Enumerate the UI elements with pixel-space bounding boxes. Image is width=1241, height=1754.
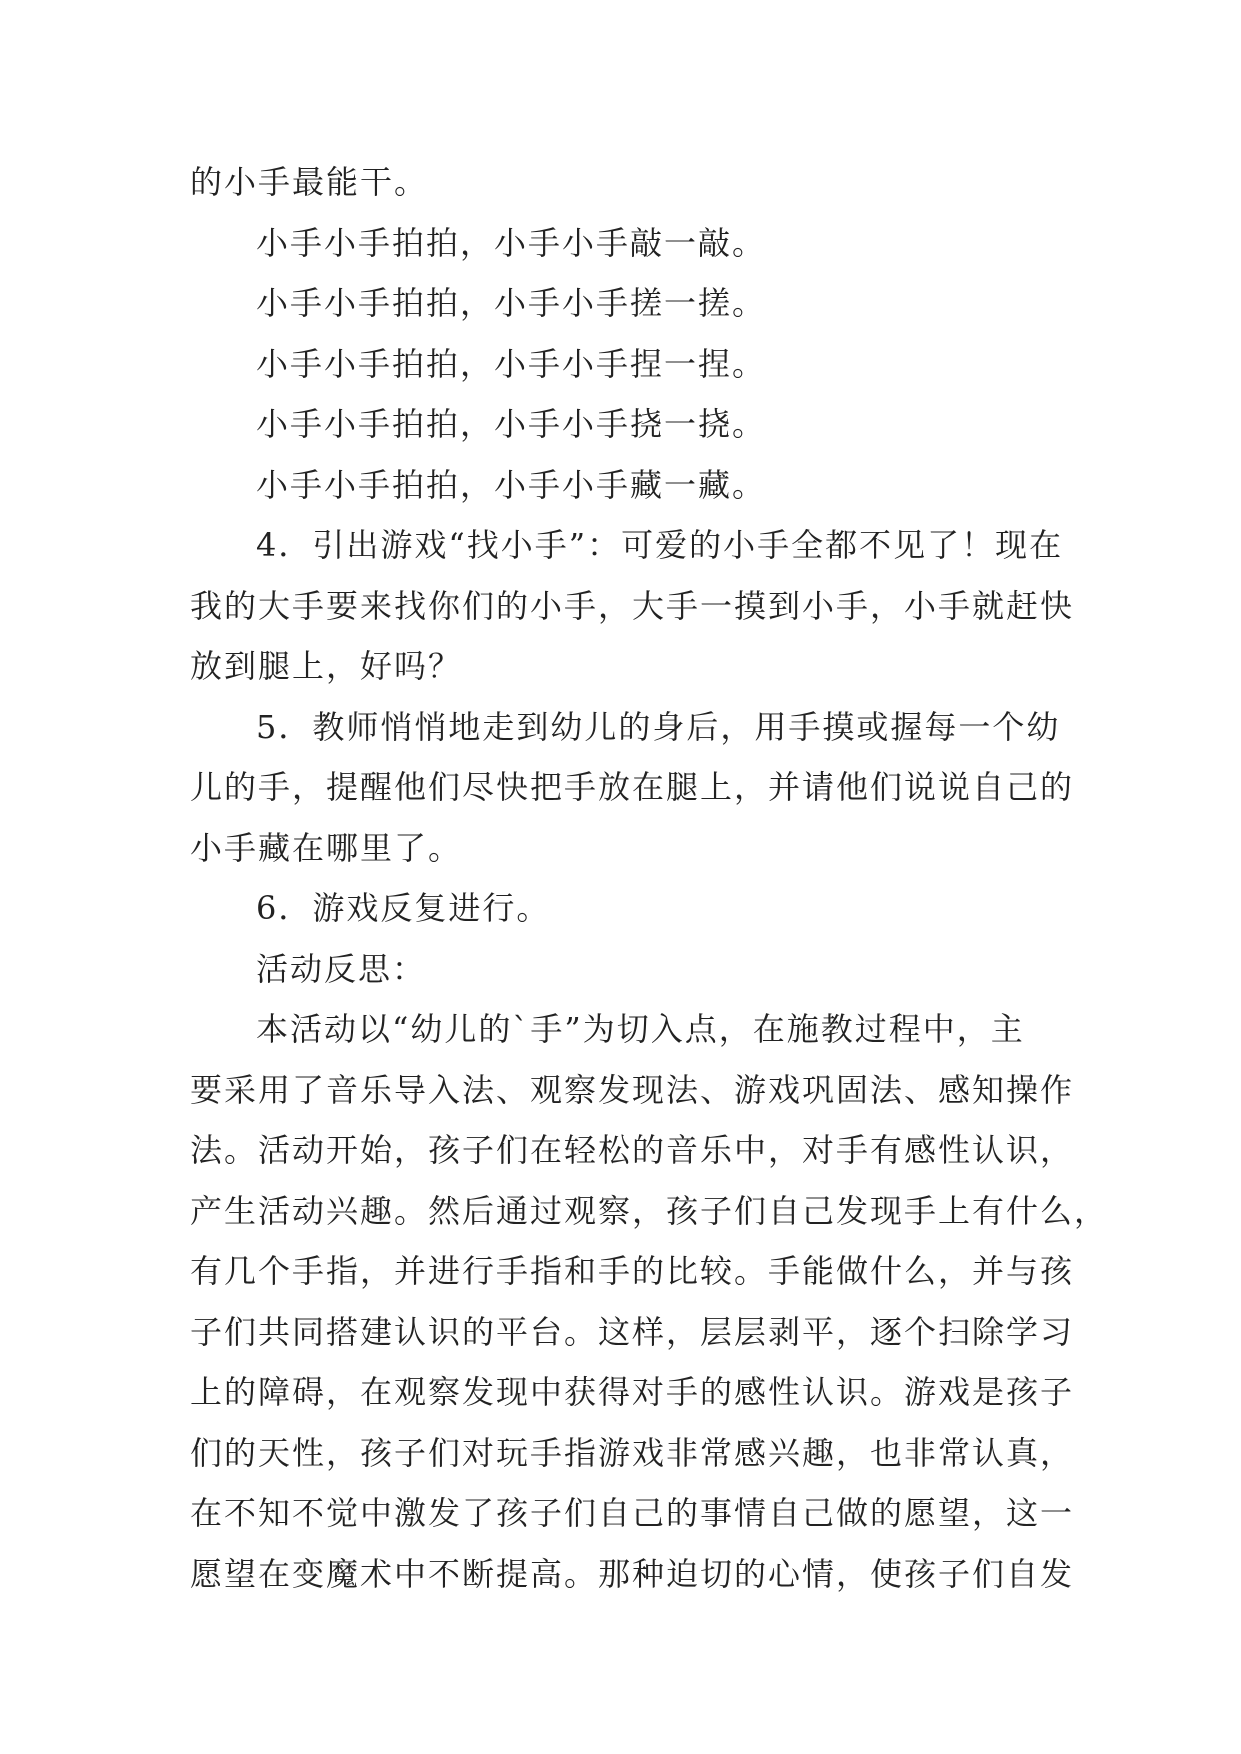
text-line: 儿的手，提醒他们尽快把手放在腿上，并请他们说说自己的 <box>190 768 1075 806</box>
text-line: 我的大手要来找你们的小手，大手一摸到小手，小手就赶快 <box>190 586 1075 625</box>
text-line: 的小手最能干。 <box>190 163 429 201</box>
text-line: 在不知不觉中激发了孩子们自己的事情自己做的愿望，这一 <box>190 1494 1075 1532</box>
text-line: 放到腿上，好吗？ <box>190 647 463 685</box>
text-line: 4．引出游戏“找小手”：可爱的小手全都不见了！现在 <box>256 526 1064 564</box>
text-line: 小手小手拍拍，小手小手搓一搓。 <box>256 284 767 322</box>
text-line: 小手小手拍拍，小手小手藏一藏。 <box>256 465 767 504</box>
text-line: 本活动以“幼儿的`手”为切入点，在施教过程中，主 <box>256 1010 1025 1048</box>
text-line: 上的障碍，在观察发现中获得对手的感性认识。游戏是孩子 <box>190 1373 1075 1411</box>
document-body <box>190 152 1109 1604</box>
text-line: 要采用了音乐导入法、观察发现法、游戏巩固法、感知操作 <box>190 1070 1075 1109</box>
text-line: 有几个手指，并进行手指和手的比较。手能做什么，并与孩 <box>190 1252 1075 1290</box>
text-line: 法。活动开始，孩子们在轻松的音乐中，对手有感性认识， <box>190 1131 1075 1169</box>
text-line: 小手藏在哪里了。 <box>190 828 463 867</box>
text-line: 小手小手拍拍，小手小手捏一捏。 <box>256 344 767 383</box>
text-line: 小手小手拍拍，小手小手挠一挠。 <box>256 405 767 443</box>
text-line: 愿望在变魔术中不断提高。那种迫切的心情，使孩子们自发 <box>190 1554 1075 1593</box>
text-line: 5．教师悄悄地走到幼儿的身后，用手摸或握每一个幼 <box>256 707 1061 746</box>
text-line: 小手小手拍拍，小手小手敲一敲。 <box>256 223 767 262</box>
text-line: 们的天性，孩子们对玩手指游戏非常感兴趣，也非常认真， <box>190 1433 1075 1472</box>
text-line: 子们共同搭建认识的平台。这样，层层剥平，逐个扫除学习 <box>190 1312 1075 1351</box>
text-line: 活动反思： <box>256 949 427 988</box>
text-line: 6．游戏反复进行。 <box>256 889 551 927</box>
text-line: 产生活动兴趣。然后通过观察，孩子们自己发现手上有什么， <box>190 1191 1109 1230</box>
